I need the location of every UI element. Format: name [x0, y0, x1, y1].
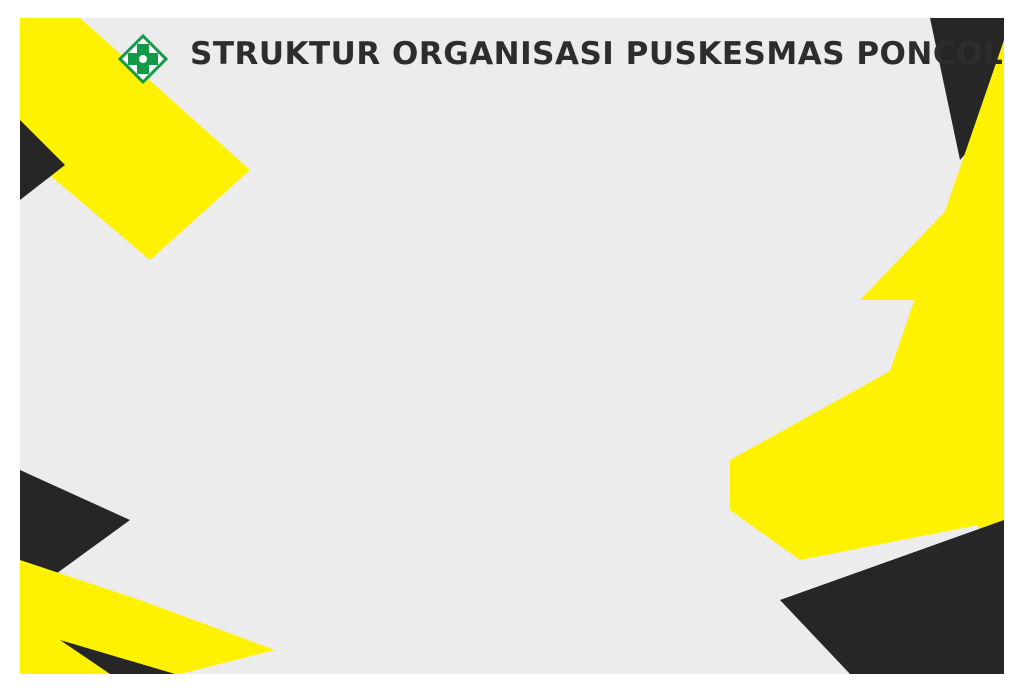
- page-title: STRUKTUR ORGANISASI PUSKESMAS PONCOL: [190, 36, 1004, 72]
